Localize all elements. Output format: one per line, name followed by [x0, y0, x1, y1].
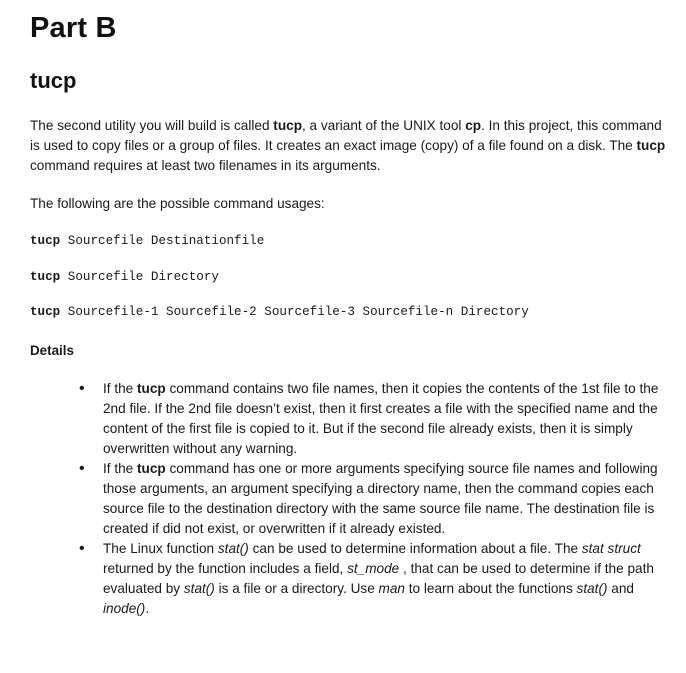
text-span: command contains two file names, then it copies the contents of the 1st file to the 2nd file. If the 2nd file doesn’t exist, then it first creates a file with the specified name and the content of the first file is copied to it. But if the second file already exists, then it is simply overwritten without any warning.	[103, 381, 659, 456]
bold-command-name: tucp	[137, 381, 166, 396]
text-span: and	[607, 581, 634, 596]
text-span: If the	[103, 461, 138, 476]
text-span: .	[145, 601, 150, 616]
usage-arguments: Sourcefile Destinationfile	[60, 234, 265, 248]
text-span: returned by the function includes a field,	[103, 561, 348, 576]
usage-line-3	[30, 304, 529, 320]
text-span: The Linux function	[103, 541, 218, 556]
bullet-icon: •	[79, 460, 85, 477]
italic-term: stat()	[183, 581, 215, 596]
text-span: to learn about the functions	[404, 581, 577, 596]
usage-arguments: Sourcefile-1 Sourcefile-2 Sourcefile-3 Sourcefile-n Directory	[60, 305, 529, 319]
text-span: can be used to determine information about a file. The	[248, 541, 582, 556]
text-span: , that can be used to determine if the path evaluated by	[103, 561, 654, 596]
usage-command: tucp	[30, 270, 61, 284]
list-item	[78, 459, 668, 539]
usage-command: tucp	[30, 305, 61, 319]
text-span: If the	[103, 381, 138, 396]
italic-term: st_mode	[347, 561, 400, 576]
text-span: command has one or more arguments specifying source file names and following those arguments, an argument specifying a directory name, then the command copies each source file to the destination directory with the same source file name. The destination file is created if did not exist, or overwritten if it already existed.	[103, 461, 658, 536]
bold-command-name: tucp	[273, 118, 302, 133]
text-span: command requires at least two filenames in its arguments.	[30, 158, 381, 173]
bold-command-name: cp	[465, 118, 482, 133]
italic-term: man	[378, 581, 405, 596]
page-title: Part B	[30, 12, 117, 44]
section-title: tucp	[30, 68, 77, 93]
usage-line-2	[30, 269, 219, 285]
details-list	[78, 379, 668, 619]
italic-term: stat struct	[581, 541, 641, 556]
list-item	[78, 539, 668, 619]
usage-command: tucp	[30, 234, 61, 248]
usage-line-1	[30, 233, 264, 249]
bullet-icon: •	[79, 380, 85, 397]
details-heading: Details	[30, 343, 74, 358]
list-item	[78, 379, 668, 459]
intro-paragraph	[30, 116, 670, 176]
usages-title: The following are the possible command usages:	[30, 196, 325, 211]
italic-term: inode()	[103, 601, 146, 616]
bold-command-name: tucp	[137, 461, 166, 476]
italic-term: stat()	[217, 541, 249, 556]
text-span: The second utility you will build is called	[30, 118, 274, 133]
text-span: is a file or a directory. Use	[214, 581, 379, 596]
bold-command-name: tucp	[636, 138, 666, 153]
italic-term: stat()	[576, 581, 608, 596]
text-span: , a variant of the UNIX tool	[302, 118, 466, 133]
text-span: . In this project, this command is used to copy files or a group of files. It creates an exact image (copy) of a file found on a disk. The	[30, 118, 662, 153]
usage-arguments: Sourcefile Directory	[60, 270, 219, 284]
bullet-icon: •	[79, 540, 85, 557]
